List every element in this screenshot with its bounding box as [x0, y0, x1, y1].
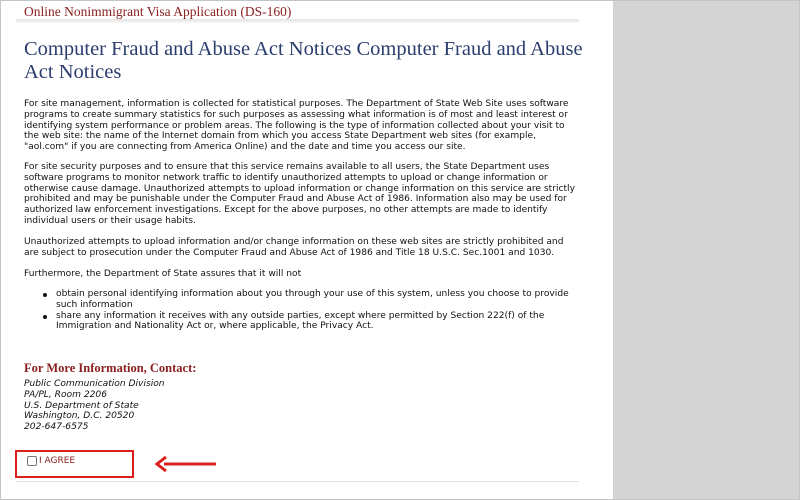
bullet-icon — [43, 315, 47, 319]
list-item-text: obtain personal identifying information about you through your use of this system, unless you choose to provide such information — [56, 289, 569, 310]
agree-checkbox-control[interactable] — [27, 456, 75, 466]
app-header-title: Online Nonimmigrant Visa Application (DS-160) — [24, 4, 292, 19]
left-arrow-icon — [154, 456, 218, 472]
agree-label[interactable]: I AGREE — [39, 456, 76, 466]
contact-line: PA/PL, Room 2206 — [24, 389, 107, 400]
list-item — [56, 289, 580, 311]
paragraph-security: For site security purposes and to ensure that this service remains available to all users, the State Department uses software programs to monitor network traffic to identify unauthorized attempts to upload or change information or otherwise cause damage. Unauthorized attempts to upload information or change information on this service are strictly prohibited and may be punishable under the Computer Fraud and Abuse Act of 1986. Information also may be used for authorized law enforcement investigations. Except for the above purposes, no other attempts are made to identify individual users or their usage habits. — [24, 162, 575, 226]
paragraph-prosecution: Unauthorized attempts to upload information and/or change information on these web sites are strictly prohibited and are subject to prosecution under the Computer Fraud and Abuse Act of 1986 and Title 18 U.S.C. Sec.1001 and 1030. — [24, 237, 564, 258]
contact-line: Washington, D.C. 20520 — [24, 411, 135, 422]
contact-line: Public Communication Division — [24, 379, 165, 389]
list-item-text: share any information it receives with any outside parties, except where permitted by Section 222(f) of the Immigration and Nationality Act or, where applicable, the Privacy Act. — [56, 310, 545, 332]
contact-heading: For More Information, Contact: — [24, 361, 197, 375]
assurance-list — [24, 289, 580, 332]
bottom-divider — [16, 481, 579, 482]
list-item — [56, 311, 580, 333]
contact-address — [24, 379, 165, 433]
contact-line: U.S. Department of State — [24, 400, 139, 411]
page-title: Computer Fraud and Abuse Act Notices Computer Fraud and Abuse Act Notices — [24, 38, 583, 83]
paragraph-assurance: Furthermore, the Department of State assures that it will not — [24, 269, 302, 279]
paragraph-statistics: For site management, information is collected for statistical purposes. The Department of State Web Site uses software programs to create summary statistics for such purposes as assessing what information is of most and least interest or identifying system performance or problem areas. The following is the type of information collected about your visit to the web site: the name of the Internet domain from which you access State Department web sites (for example, "aol.com" if you are connecting from America Online) and the date and time you access our site. — [24, 99, 569, 153]
header-divider — [16, 19, 579, 23]
side-panel — [613, 0, 800, 500]
bullet-icon — [43, 293, 47, 297]
contact-line: 202-647-6575 — [24, 422, 89, 433]
agree-checkbox[interactable] — [27, 456, 37, 466]
